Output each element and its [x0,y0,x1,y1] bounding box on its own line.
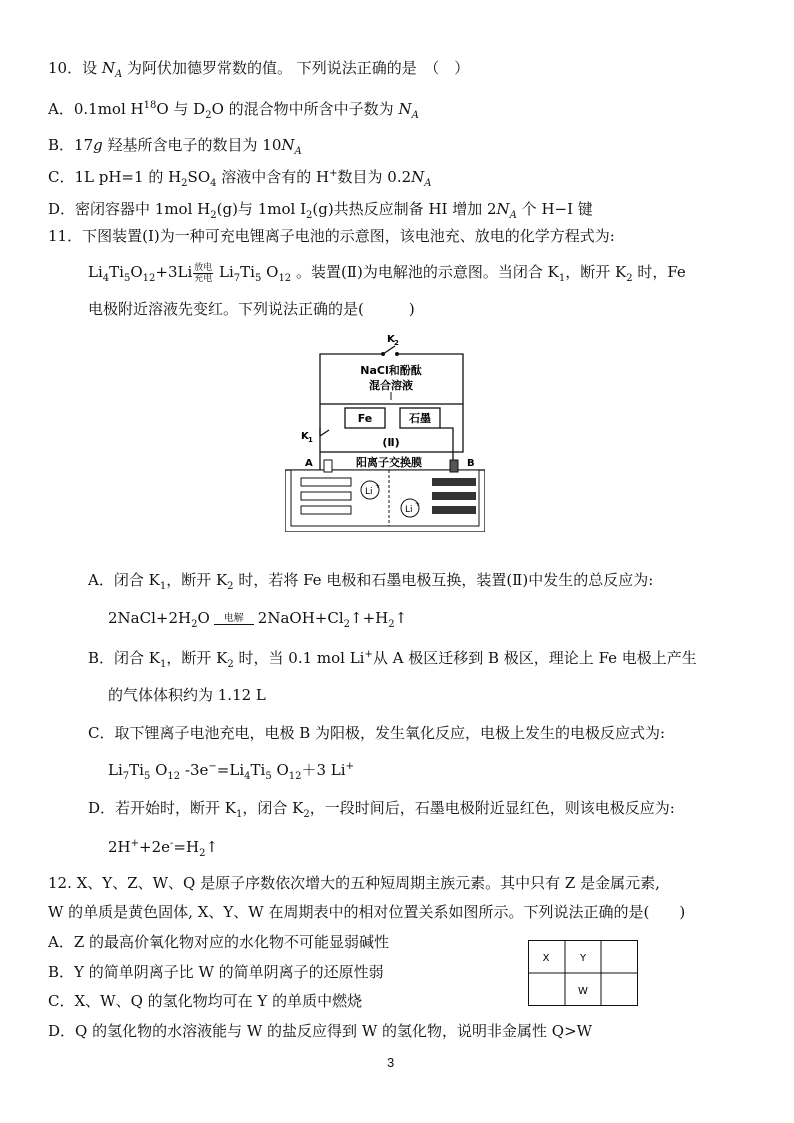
text: O 与 D [156,100,206,118]
solution-label-2: 混合溶液 [369,379,413,392]
text: Ti [129,761,144,779]
text: Li [88,263,103,281]
q12-option-b [48,962,384,982]
text: 2 [191,619,198,630]
text: W 的单质是黄色固体, X、Y、W 在周期表中的相对位置关系如图所示。下列说法正确的是( ) [48,903,686,921]
arrow-line [214,624,254,625]
text: 12 [167,771,181,782]
text: 为阿伏加德罗常数的值。 下列说法正确的是 （ ） [127,59,470,77]
text: 。装置(Ⅱ)为电解池的示意图。当闭合 K [291,263,559,281]
text: 的气体体积约为 1.12 L [108,686,266,704]
text: N [101,59,115,77]
text: 放电 [194,262,213,273]
text: B．Y 的简单阴离子比 W 的简单阴离子的还原性弱 [48,963,384,981]
text: O [150,761,168,779]
text: =H [173,838,200,856]
electrode-b-label: B [467,458,475,469]
text: 2 [227,581,234,592]
cell-ii-label: (Ⅱ) [382,436,400,449]
text: g [93,136,103,154]
q10-option-c [48,167,432,187]
text: A [294,146,302,157]
page-number: 3 [387,1055,395,1070]
text: ，断开 K [166,571,228,589]
text: D．密闭容器中 1mol H [48,200,211,218]
text: ，断开 K [166,649,228,667]
text: (g)共热反应制备 HI 增加 2 [312,200,497,218]
text: =Li [216,761,245,779]
solution-label-1: NaCl和酚酞 [360,364,422,377]
text: A．0.1mol H [48,100,144,118]
electrode-a-label: A [305,458,313,469]
q10-option-d [48,199,593,219]
text: C．X、W、Q 的氢化物均可在 Y 的单质中燃烧 [48,992,363,1010]
text: 2 [626,273,633,284]
text: D．Q 的氢化物的水溶液能与 W 的盐反应得到 W 的氢化物，说明非金属性 Q>W [48,1022,593,1040]
text: 2NaOH+Cl [257,609,344,627]
text: O 的混合物中所含中子数为 [211,100,394,118]
electrode-b-terminal [450,460,458,472]
li-ion-charge: + [415,501,421,508]
electrode-a-plate [301,506,351,514]
text: O [271,761,289,779]
text: 18 [143,100,157,111]
q11-stem-line3 [88,299,415,319]
text: 12 [288,771,302,782]
text: 数目为 0.2 [337,168,412,186]
text: N [496,200,510,218]
text: + [364,649,373,660]
text: 5 [143,771,151,782]
switch-k2 [383,346,395,354]
text: A．闭合 K [88,571,160,589]
text: SO [187,168,211,186]
text: B．17 [48,136,94,154]
cell-x: X [542,953,550,964]
text: ＋3 Li [301,761,346,779]
text: A．Z 的最高价氧化物对应的水化物不可能显弱碱性 [48,933,390,951]
q10-option-b [48,135,302,155]
text: A [424,178,432,189]
q11-equation [88,262,686,284]
electrode-a-plate [301,478,351,486]
text: 2 [181,178,188,189]
q12-option-a [48,932,389,952]
text: 溶液中含有的 H [216,168,330,186]
text: 个 H−I 键 [516,200,593,218]
text: C．取下锂离子电池充电，电极 B 为阳极，发生氧化反应，电极上发生的电极反应式为: [88,724,666,742]
text: 4 [210,178,217,189]
text: 5 [123,273,131,284]
text: N [411,168,425,186]
q11-option-b [88,648,697,668]
text: 4 [244,771,251,782]
k1-label: K [301,431,309,442]
k2-label-sub: 2 [394,339,399,347]
text: O [197,609,210,627]
electrode-b-plate [432,478,476,486]
text: 12 [142,273,156,284]
text: 1 [160,659,167,670]
text: + [345,761,354,772]
text: A [411,110,419,121]
text: 电解 [223,613,244,624]
text: C．1L pH=1 的 H [48,168,182,186]
q10-stem [48,58,469,78]
text: 2 [303,809,310,820]
cell-w: W [578,986,588,997]
text: Li [214,263,234,281]
text: 7 [233,273,241,284]
text: B．闭合 K [88,649,160,667]
text: 充电 [194,273,213,284]
text: 7 [122,771,130,782]
text: 12. X、Y、Z、W、Q 是原子序数依次增大的五种短周期主族元素。其中只有 Z 是金属元素, [48,874,660,892]
text: ↑ [394,609,408,627]
electrode-b-plate [432,492,476,500]
text: 时，当 0.1 mol Li [233,649,365,667]
text: 从 A 极区迁移到 B 极区，理论上 Fe 电极上产生 [372,649,697,667]
li-ion-label: Li [365,487,373,497]
text: -3e [180,761,209,779]
text: 2NaCl+2H [108,609,192,627]
membrane-label: 阳离子交换膜 [356,456,422,469]
text: 4 [102,273,110,284]
switch-contact [395,352,399,356]
text: 2 [210,210,217,221]
text: 12 [278,273,292,284]
text: N [398,100,412,118]
q12-option-d [48,1021,592,1041]
text: - [170,838,174,849]
text: O [261,263,279,281]
q11-option-a-equation [108,608,407,628]
text: O [130,263,143,281]
q11-option-a [88,570,653,590]
text: 2 [205,110,212,121]
li-ion-label: Li [405,505,413,515]
text: Li [108,761,123,779]
fe-label: Fe [357,412,373,425]
text: A [115,69,123,80]
text: 10．设 [48,59,98,77]
q10-option-a [48,99,419,119]
periodic-table-grid [528,940,638,1006]
text: ，一段时间后，石墨电极附近显红色，则该电极反应为: [309,799,675,817]
text: +2e [139,838,171,856]
text: 2 [227,659,234,670]
text: + [329,168,338,179]
q11-stem-line1 [48,226,615,246]
q12-stem-line1 [48,873,660,893]
text: 时，Fe [632,263,686,281]
text: ↑ [205,838,219,856]
q11-option-b-line2 [108,685,266,705]
text: 羟基所含电子的数目为 10 [102,136,282,154]
text: 11．下图装置(Ⅰ)为一种可充电锂离子电池的示意图，该电池充、放电的化学方程式为: [48,227,615,245]
text: ，断开 K [565,263,627,281]
text: 电极附近溶液先变红。下列说法正确的是( ) [88,300,415,318]
text: Ti [109,263,124,281]
text: 5 [254,273,262,284]
text: 1 [236,809,243,820]
text: ，闭合 K [242,799,304,817]
text: A [509,210,517,221]
text: 1 [558,273,566,284]
text: 2 [343,619,350,630]
text: 1 [159,581,167,592]
text: + [130,838,140,849]
text: 5 [265,771,272,782]
text: D．若开始时，断开 K [88,799,237,817]
reaction-condition [193,263,213,284]
text: Ti [240,263,255,281]
q11-option-d-equation [108,837,218,857]
text: ↑+H [350,609,389,627]
k2-label: K [387,334,395,345]
li-ion-charge: + [375,483,381,490]
q12-stem-line2 [48,902,685,922]
text: 2H [108,838,131,856]
q12-option-c [48,991,362,1011]
k1-label-sub: 1 [308,436,313,444]
q11-option-c [88,723,665,743]
text: 2 [306,210,313,221]
text: +3Li [155,263,193,281]
text: N [281,136,295,154]
electrode-a-plate [301,492,351,500]
text: (g)与 1mol I [216,200,306,218]
graphite-label: 石墨 [409,412,431,425]
electrode-a-terminal [324,460,332,472]
q11-option-c-equation [108,760,354,780]
text: Ti [250,761,266,779]
apparatus-diagram [285,332,485,532]
cell-y: Y [579,953,587,964]
text: 时，若将 Fe 电极和石墨电极互换，装置(Ⅱ)中发生的总反应为: [233,571,654,589]
q11-option-d [88,798,675,818]
text: − [208,761,217,772]
electrode-b-plate [432,506,476,514]
reaction-arrow [214,613,254,625]
text: 2 [199,848,206,859]
text: 2 [388,619,395,630]
